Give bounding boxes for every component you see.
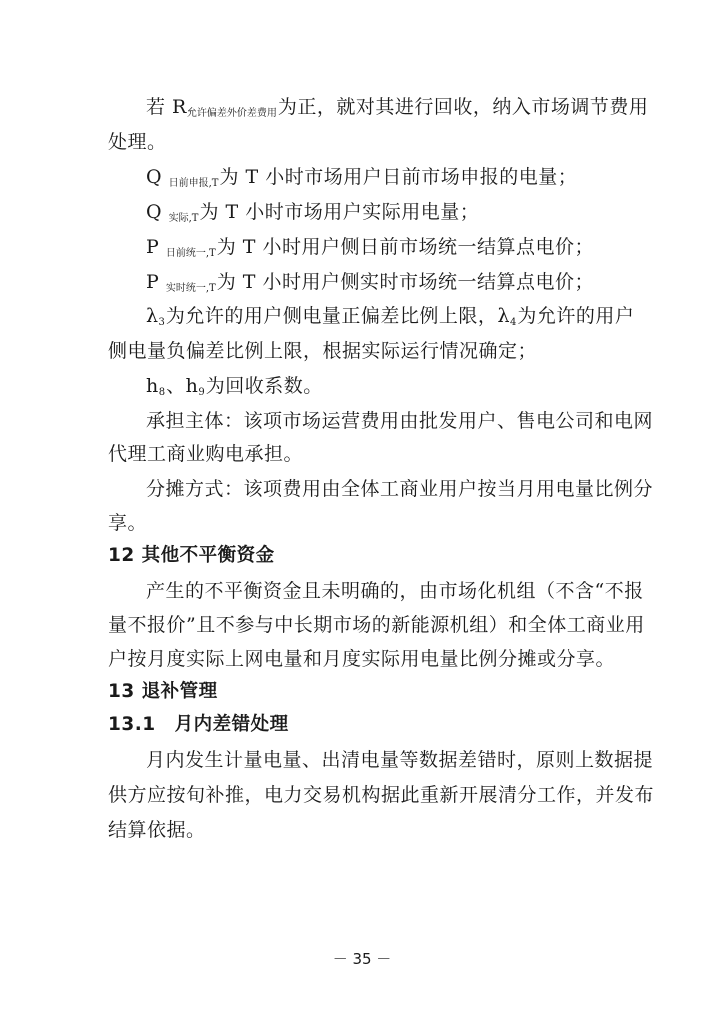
definition-lambda-line2: 侧电量负偏差比例上限，根据实际运行情况确定；: [108, 340, 538, 362]
section-13-1-line1: 月内发生计量电量、出清电量等数据差错时，原则上数据提: [146, 749, 654, 771]
definition-p-dayahead: P $_{日前统一,T}$为 T 小时用户侧日前市场统一结算点电价；: [146, 236, 594, 259]
section-13-1-line2: 供方应按旬补推，电力交易机构据此重新开展清分工作，并发布: [108, 784, 655, 806]
allocation-line2: 享。: [108, 512, 148, 534]
allocation-line1: 分摊方式：该项费用由全体工商业用户按当月用电量比例分: [146, 478, 654, 500]
paragraph-r-line1: 若 $R_{允许偏差外价差费用}$为正，就对其进行回收，纳入市场调节费用: [146, 96, 649, 119]
bearer-line1: 承担主体：该项市场运营费用由批发用户、售电公司和电网: [146, 410, 654, 432]
bearer-line2: 代理工商业购电承担。: [108, 443, 304, 465]
section-13-1-line3: 结算依据。: [108, 819, 206, 841]
section-13-1-heading: 13.1 月内差错处理: [108, 714, 289, 735]
section-12-line3: 户按月度实际上网电量和月度实际用电量比例分摊或分享。: [108, 648, 616, 670]
definition-q-actual: Q $_{实际,T}$为 T 小时市场用户实际用电量；: [146, 201, 480, 224]
section-12-heading: 12 其他不平衡资金: [108, 545, 275, 566]
definition-h: $h_8$、$h_9$为回收系数。: [146, 375, 323, 398]
definition-lambda-line1: $\lambda_3$为允许的用户侧电量正偏差比例上限，$\lambda_4$为允许的用户: [146, 305, 635, 328]
definition-p-realtime: P $_{实时统一,T}$为 T 小时用户侧实时市场统一结算点电价；: [146, 271, 594, 294]
section-13-heading: 13 退补管理: [108, 681, 218, 702]
section-12-line2: 量不报价”且不参与中长期市场的新能源机组）和全体工商业用: [108, 614, 645, 636]
paragraph-r-line2: 处理。: [108, 131, 167, 153]
definition-q-dayahead: Q $_{日前申报,T}$为 T 小时市场用户日前市场申报的电量；: [146, 166, 578, 189]
section-12-line1: 产生的不平衡资金且未明确的，由市场化机组（不含“不报: [146, 580, 644, 602]
page-number: － 35 －: [332, 950, 392, 968]
